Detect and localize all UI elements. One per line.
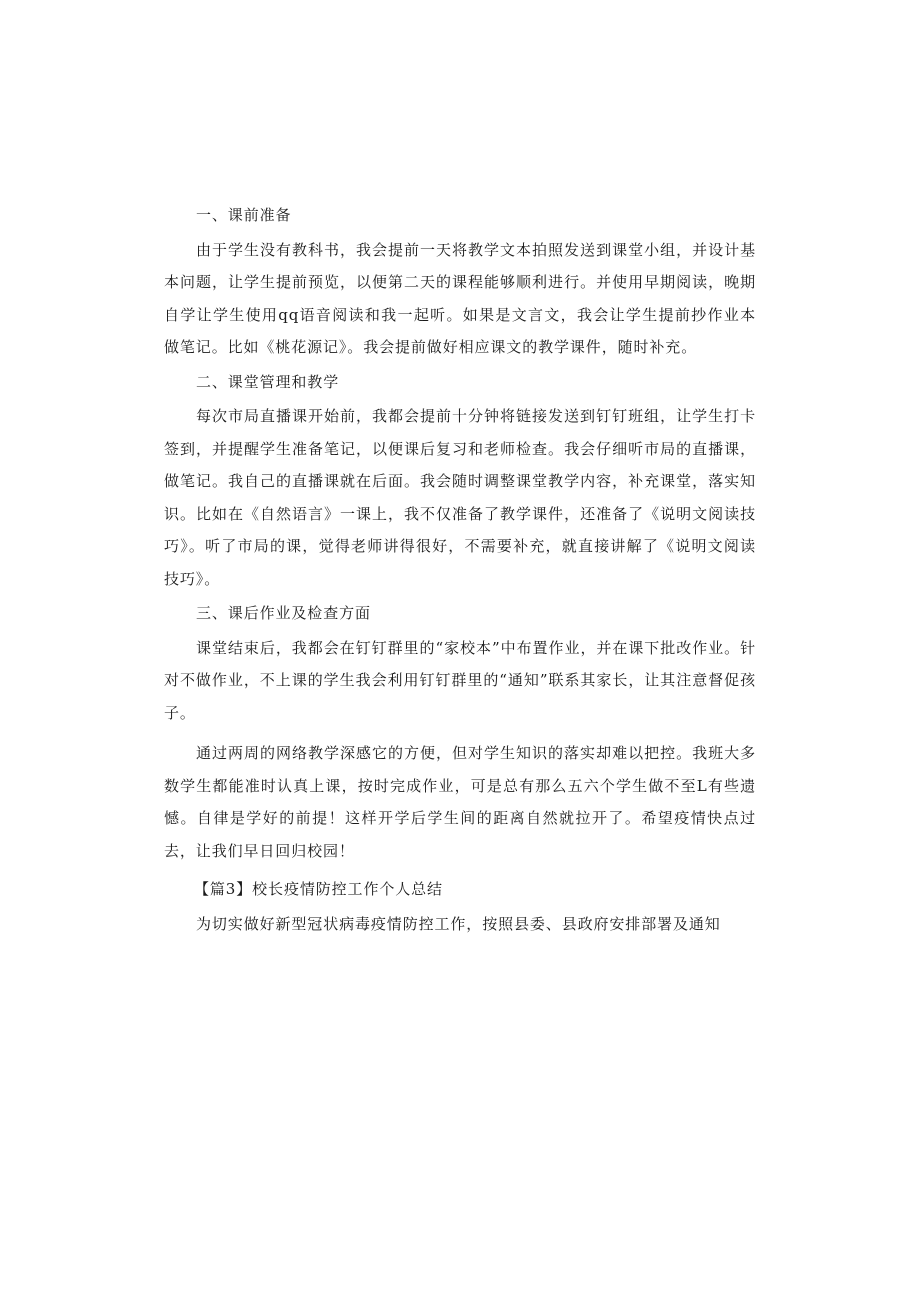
section-heading-homework: 三、课后作业及检查方面 <box>196 604 371 622</box>
paragraph-homework: 课堂结束后，我都会在钉钉群里的“家校本”中布置作业，并在课下批改作业。针对不做作业，不上课的学生我会利用钉钉群里的“通知”联系其家长，让其注意督促孩子。 <box>164 638 756 722</box>
paragraph-conclusion: 通过两周的网络教学深感它的方便，但对学生知识的落实却难以把控。我班大多数学生都能准时认真上课，按时完成作业，可是总有那么五六个学生做不至L有些遗憾。自律是学好的前提！这样开学后学生间的距离自然就拉开了。希望疫情快点过去，让我们早日回归校园！ <box>164 744 756 860</box>
section-heading-classroom: 二、课堂管理和教学 <box>196 372 340 391</box>
paragraph-classroom: 每次市局直播课开始前，我都会提前十分钟将链接发送到钉钉班组，让学生打卡签到，并提醒学生准备笔记，以便课后复习和老师检查。我会仔细听市局的直播课，做笔记。我自己的直播课就在后面。我会随时调整课堂教学内容，补充课堂，落实知识。比如在《自然语言》一课上，我不仅准备了教学课件，还准备了《说明文阅读技巧》。听了市局的课，觉得老师讲得很好，不需要补充，就直接讲解了《说明文阅读技巧》。 <box>164 407 756 588</box>
document-body <box>164 199 756 940</box>
article-title: 【篇3】校长疫情防控工作个人总结 <box>194 880 443 898</box>
section-heading-pre-class: 一、课前准备 <box>196 206 292 224</box>
paragraph-pre-class: 由于学生没有教科书，我会提前一天将教学文本拍照发送到课堂小组，并设计基本问题，让学生提前预览，以便第二天的课程能够顺利进行。并使用早期阅读，晚期自学让学生使用qq语音阅读和我一起听。如果是文言文，我会让学生提前抄作业本做笔记。比如《桃花源记》。我会提前做好相应课文的教学课件，随时补充。 <box>164 240 756 356</box>
paragraph-article3-intro: 为切实做好新型冠状病毒疫情防控工作，按照县委、县政府安排部署及通知 <box>196 914 721 933</box>
